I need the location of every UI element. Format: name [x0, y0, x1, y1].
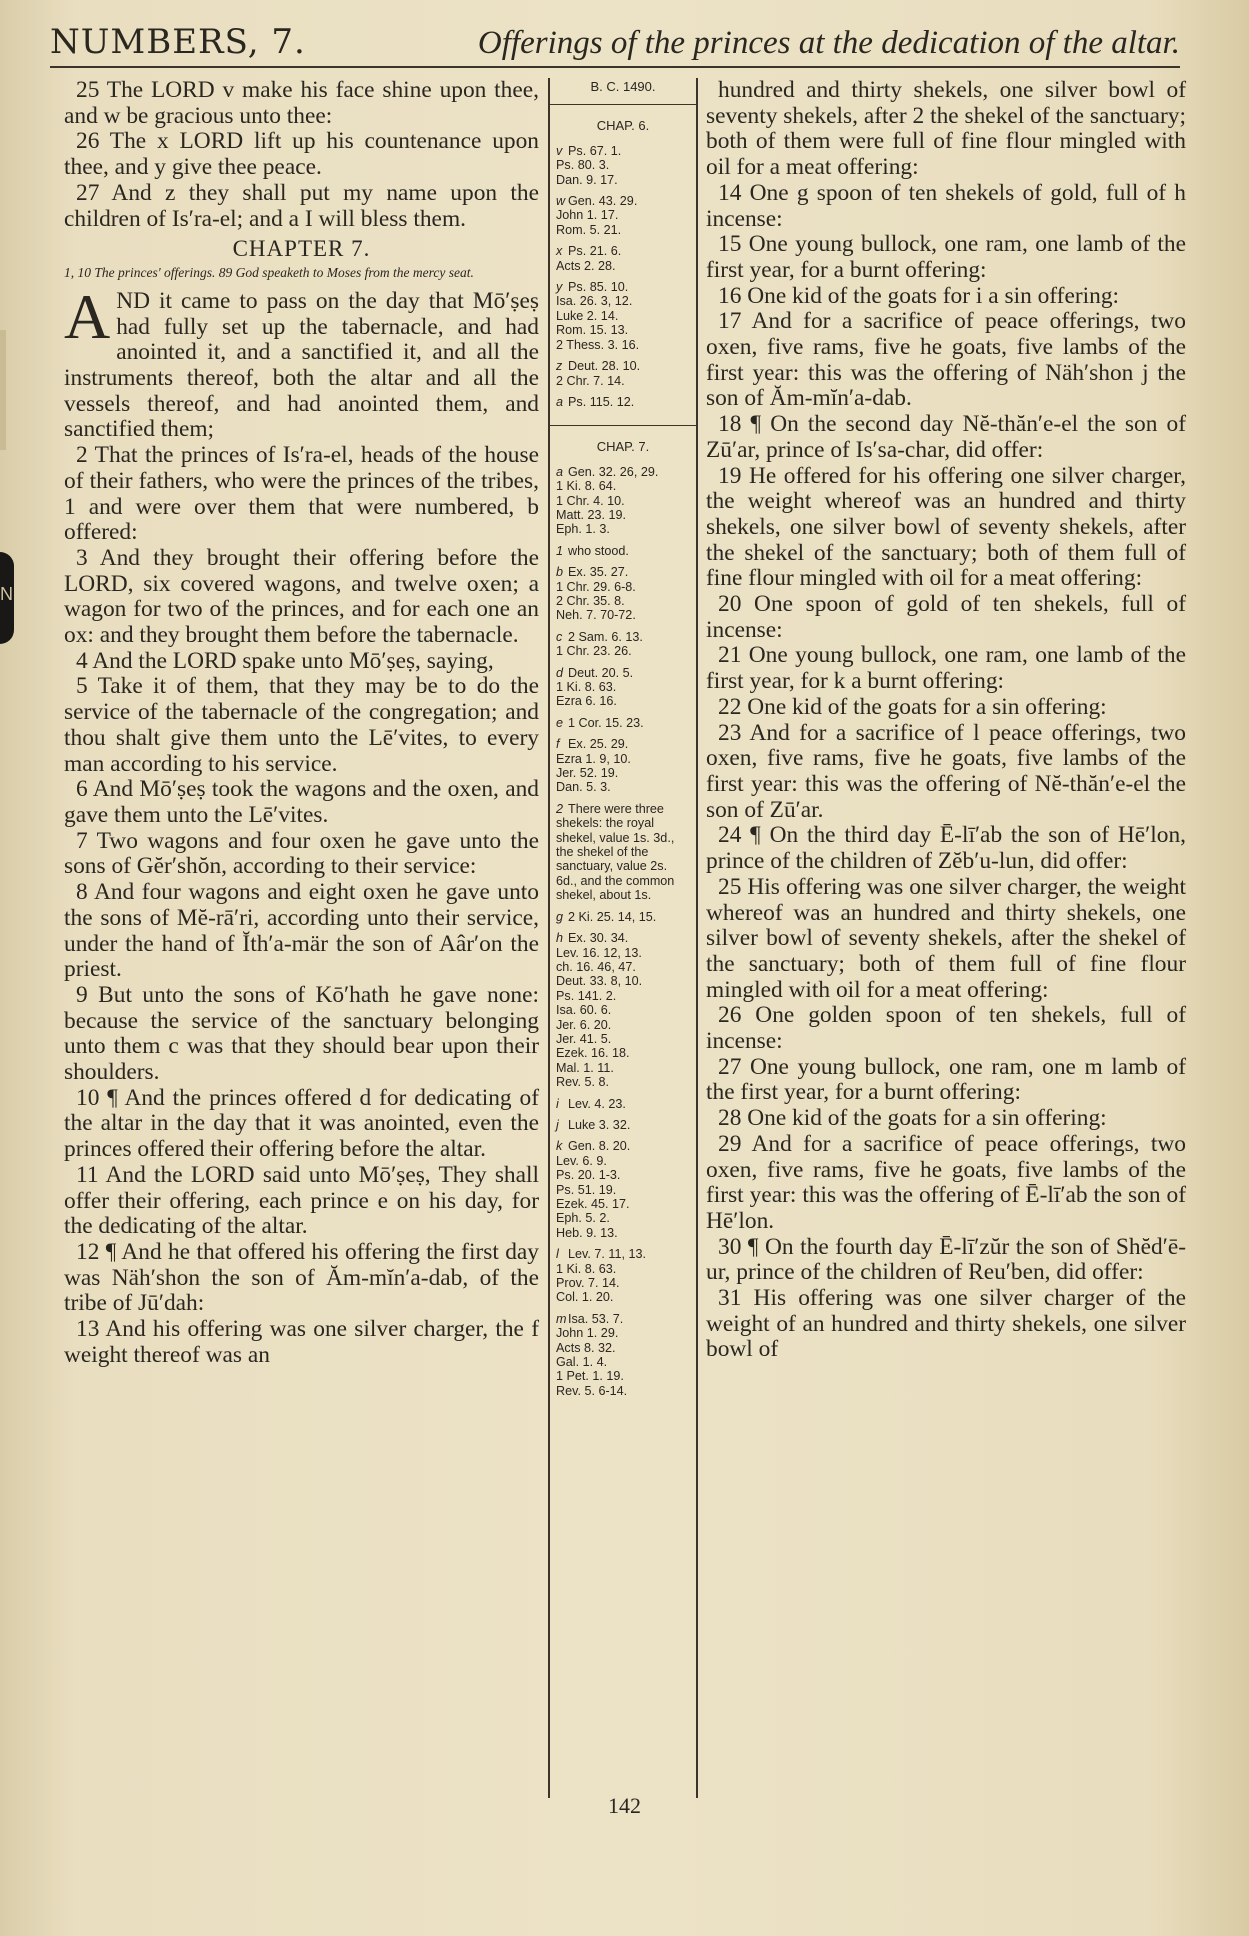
- cross-reference: [556, 544, 690, 558]
- ref-list-chapter-7: [556, 465, 690, 1399]
- thumb-index-letter: N: [0, 584, 13, 604]
- verse: 26 One golden spoon of ten shekels, full of incense:: [706, 1002, 1186, 1055]
- verse: 11 And the LORD said unto Mō′ṣeṣ, They shall offer their offering, each prince e on his day, for the dedicating of the altar.: [64, 1161, 539, 1240]
- page-edge: [0, 330, 6, 450]
- left-text-column: [64, 78, 539, 1368]
- ref-marker: g: [556, 909, 564, 924]
- verse: 5 Take it of them, that they may be to do the service of the tabernacle of the congregation; and thou shalt give them unto the Lē′vites, to every man according to his service.: [64, 673, 539, 777]
- ref-text: 2 Sam. 6. 13. 1 Chr. 23. 26.: [556, 629, 643, 659]
- cross-reference: [556, 630, 690, 659]
- drop-cap: A: [64, 280, 111, 352]
- ref-marker: f: [556, 737, 560, 752]
- ref-text: who stood.: [568, 543, 629, 558]
- verse: hundred and thirty shekels, one silver bowl of seventy shekels, after 2 the shekel of the sanctuary; both of them were full of fine flour mingled with oil for a meat offering:: [706, 77, 1186, 181]
- verse: 4 And the LORD spake unto Mō′ṣeṣ, saying,: [76, 647, 494, 674]
- ref-text: There were three shekels: the royal shekel, value 1s. 3d., the shekel of the sanctuary, value 2s. 6d., and the common shekel, about 1s.: [556, 801, 675, 903]
- ref-marker: l: [556, 1247, 559, 1262]
- first-verse: [64, 280, 539, 443]
- page-title: Offerings of the princes at the dedication of the altar.: [477, 25, 1180, 61]
- ref-marker: a: [556, 464, 564, 479]
- ref-text: Isa. 53. 7. John 1. 29. Acts 8. 32. Gal. 1. 4. 1 Pet. 1. 19. Rev. 5. 6-14.: [556, 1311, 628, 1398]
- verse: 24 ¶ On the third day Ē-lī′ab the son of Hē′lon, prince of the children of Zĕb′u-lun, did offer:: [706, 822, 1186, 875]
- ref-marker: 1: [556, 543, 564, 558]
- verse: 7 Two wagons and four oxen he gave unto the sons of Gĕr′shŏn, according to their service:: [64, 827, 539, 880]
- ref-text: Deut. 28. 10. 2 Chr. 7. 14.: [556, 359, 641, 388]
- ref-chapter-7-label: CHAP. 7.: [596, 439, 650, 455]
- ref-marker: j: [556, 1117, 559, 1132]
- ref-text: Ex. 35. 27. 1 Chr. 29. 6-8. 2 Chr. 35. 8. Neh. 7. 70-72.: [556, 565, 636, 623]
- cross-reference: [556, 465, 690, 537]
- cross-reference: [556, 931, 690, 1089]
- ref-list-chapter-6: [556, 144, 690, 410]
- cross-reference: [556, 1312, 690, 1398]
- page-number: 142: [608, 1793, 641, 1818]
- cross-reference: [556, 1247, 690, 1305]
- ref-text: Ps. 85. 10. Isa. 26. 3, 12. Luke 2. 14. Rom. 15. 13. 2 Thess. 3. 16.: [556, 280, 640, 352]
- cross-reference: [556, 244, 690, 273]
- cross-reference: [556, 565, 690, 623]
- ref-text: Ps. 115. 12.: [568, 394, 635, 409]
- ref-text: Gen. 43. 29. John 1. 17. Rom. 5. 21.: [556, 194, 638, 237]
- cross-reference: [556, 716, 690, 730]
- running-header: [50, 22, 1180, 68]
- ref-marker: v: [556, 143, 563, 158]
- ref-text: Deut. 20. 5. 1 Ki. 8. 63. Ezra 6. 16.: [556, 665, 634, 709]
- verse: 21 One young bullock, one ram, one lamb of the first year, for k a burnt offering:: [706, 642, 1186, 695]
- cross-reference: [556, 910, 690, 924]
- ref-marker: d: [556, 665, 564, 680]
- thumb-index-tab[interactable]: [0, 552, 14, 644]
- verse: 13 And his offering was one silver charger, the f weight thereof was an: [64, 1316, 539, 1368]
- ref-marker: k: [556, 1139, 563, 1154]
- ref-marker: 2: [556, 801, 564, 816]
- verse: 8 And four wagons and eight oxen he gave unto the sons of Mĕ-rā′ri, according unto their service, under the hand of Ĭth′a-mär the son of Aâr′on the priest.: [64, 879, 539, 983]
- ref-marker: x: [556, 244, 563, 259]
- verse: 6 And Mō′ṣeṣ took the wagons and the oxen, and gave them unto the Lē′vites.: [64, 776, 539, 828]
- cross-reference: [556, 666, 690, 709]
- cross-reference: [556, 1118, 690, 1132]
- right-text-column: [706, 78, 1186, 1363]
- verse: 19 He offered for his offering one silver charger, the weight whereof was an hundred and thirty shekels, one silver bowl of seventy shekels, after the shekel of the sanctuary; both of them full of fine flour mingled with oil for a meat offering:: [706, 462, 1186, 592]
- verse: 12 ¶ And he that offered his offering the first day was Näh′shon the son of Ăm-mĭn′a-dab, of the tribe of Jū′dah:: [64, 1238, 539, 1317]
- verse: 16 One kid of the goats for i a sin offering:: [718, 282, 1120, 309]
- ref-text: Ps. 67. 1. Ps. 80. 3. Dan. 9. 17.: [556, 143, 622, 187]
- ref-text: Lev. 4. 23.: [568, 1096, 626, 1111]
- ref-text: Gen. 8. 20. Lev. 6. 9. Ps. 20. 1-3. Ps. 51. 19. Ezek. 45. 17. Eph. 5. 2. Heb. 9. 13.: [556, 1139, 631, 1240]
- verse: 27 And z they shall put my name upon the children of Is′ra-el; and a I will bless them.: [64, 179, 539, 232]
- ref-marker: w: [556, 194, 566, 209]
- verse: 23 And for a sacrifice of l peace offerings, two oxen, five rams, five he goats, five lambs of the first year: this was the offering of Nĕ-thăn′e-el the son of Zū′ar.: [706, 719, 1186, 823]
- ref-text: Lev. 7. 11, 13. 1 Ki. 8. 63. Prov. 7. 14. Col. 1. 20.: [556, 1247, 646, 1305]
- ref-marker: m: [556, 1311, 567, 1326]
- cross-reference: [556, 802, 690, 903]
- verse: 15 One young bullock, one ram, one lamb of the first year, for a burnt offering:: [706, 231, 1186, 283]
- ref-text: Ps. 21. 6. Acts 2. 28.: [556, 244, 622, 273]
- verses-chapter-6: [64, 78, 539, 232]
- ref-text: Luke 3. 32.: [568, 1117, 631, 1132]
- verse: 18 ¶ On the second day Nĕ-thăn′e-el the son of Zū′ar, prince of Is′sa-char, did offer:: [706, 411, 1186, 463]
- verse: 25 The LORD v make his face shine upon thee, and w be gracious unto thee:: [64, 77, 539, 129]
- ref-marker: e: [556, 715, 564, 730]
- verse: 25 His offering was one silver charger, the weight whereof was an hundred and thirty shekels, one silver bowl of seventy shekels, after the shekel of the sanctuary; both of them full of fine flour mingled with oil for a meat offering:: [706, 873, 1186, 1003]
- verse: 2 That the princes of Is′ra-el, heads of the house of their fathers, who were the princes of the tribes, 1 and were over them that were numbered, b offered:: [64, 442, 539, 546]
- cross-reference: [556, 280, 690, 352]
- ref-marker: y: [556, 280, 563, 295]
- verse: 14 One g spoon of ten shekels of gold, full of h incense:: [706, 179, 1186, 232]
- first-verse-text: ND it came to pass on the day that Mō′ṣeṣ had fully set up the tabernacle, and had anointed it, and a sanctified it, and all the instruments thereof, both the altar and all the vessels thereof, and had anointed them, and sanctified them;: [64, 287, 539, 443]
- cross-reference: [556, 1097, 690, 1111]
- verse: 26 The x LORD lift up his countenance upon thee, and y give thee peace.: [64, 128, 539, 181]
- verse: 9 But unto the sons of Kō′hath he gave none: because the service of the sanctuary belonging unto them c was that they should bear upon their shoulders.: [64, 981, 539, 1086]
- ref-marker: b: [556, 565, 564, 580]
- book-chapter-label: NUMBERS, 7.: [50, 22, 306, 62]
- chapter-summary: 1, 10 The princes' offerings. 89 God speaketh to Moses from the mercy seat.: [64, 264, 474, 280]
- verse: 27 One young bullock, one ram, one m lamb of the first year, for a burnt offering:: [706, 1053, 1186, 1106]
- ref-text: 1 Cor. 15. 23.: [568, 715, 644, 730]
- ref-marker: i: [556, 1096, 559, 1111]
- cross-reference: [556, 144, 690, 187]
- cross-reference: [556, 359, 690, 388]
- cross-reference: [556, 194, 690, 237]
- verse: 10 ¶ And the princes offered d for dedicating of the altar in the day that it was anointed, even the princes offered their offering before the altar.: [64, 1084, 539, 1163]
- ref-text: Ex. 30. 34. Lev. 16. 12, 13. ch. 16. 46, 47. Deut. 33. 8, 10. Ps. 141. 2. Isa. 60. 6. Jer. 6. 20. Jer. 41. 5. Ezek. 16. 18. Mal. 1. 11. Rev. 5. 8.: [556, 931, 643, 1090]
- ref-marker: h: [556, 931, 564, 946]
- cross-reference: [556, 1139, 690, 1240]
- ref-divider: [550, 425, 696, 426]
- verse: 29 And for a sacrifice of peace offerings, two oxen, five rams, five he goats, five lambs of the first year: this was the offering of Ē-lī′ab the son of Hē′lon.: [706, 1130, 1186, 1234]
- cross-reference: [556, 395, 690, 409]
- ref-chapter-6-label: CHAP. 6.: [596, 118, 650, 134]
- verse: 3 And they brought their offering before the LORD, six covered wagons, and twelve oxen; a wagon for two of the princes, and for each one an ox: and they brought them before the tabernacle.: [64, 544, 539, 649]
- verse: 30 ¶ On the fourth day Ē-lī′zŭr the son of Shĕd′ē-ur, prince of the children of Reu′ben, did offer:: [706, 1233, 1186, 1286]
- verse: 31 His offering was one silver charger of the weight of an hundred and thirty shekels, one silver bowl of: [706, 1285, 1186, 1363]
- verse: 17 And for a sacrifice of peace offerings, two oxen, five rams, five he goats, five lambs of the first year: this was the offering of Näh′shon j the son of Ăm-mĭn′a-dab.: [706, 308, 1186, 412]
- verses-chapter-7: [64, 443, 539, 1368]
- reference-column: [548, 78, 698, 1798]
- ref-marker: z: [556, 359, 563, 374]
- cross-reference: [556, 737, 690, 795]
- verse: 28 One kid of the goats for a sin offering:: [718, 1105, 1107, 1132]
- ref-marker: a: [556, 394, 564, 409]
- chapter-heading: CHAPTER 7.: [232, 236, 371, 262]
- ref-text: Ex. 25. 29. Ezra 1. 9, 10. Jer. 52. 19. Dan. 5. 3.: [556, 737, 631, 795]
- ref-marker: c: [556, 629, 563, 644]
- verse: 22 One kid of the goats for a sin offering:: [718, 693, 1107, 720]
- ref-text: 2 Ki. 25. 14, 15.: [568, 909, 657, 924]
- date-label: B. C. 1490.: [550, 78, 696, 105]
- verse: 20 One spoon of gold of ten shekels, full of incense:: [706, 591, 1186, 643]
- ref-text: Gen. 32. 26, 29. 1 Ki. 8. 64. 1 Chr. 4. 10. Matt. 23. 19. Eph. 1. 3.: [556, 464, 659, 537]
